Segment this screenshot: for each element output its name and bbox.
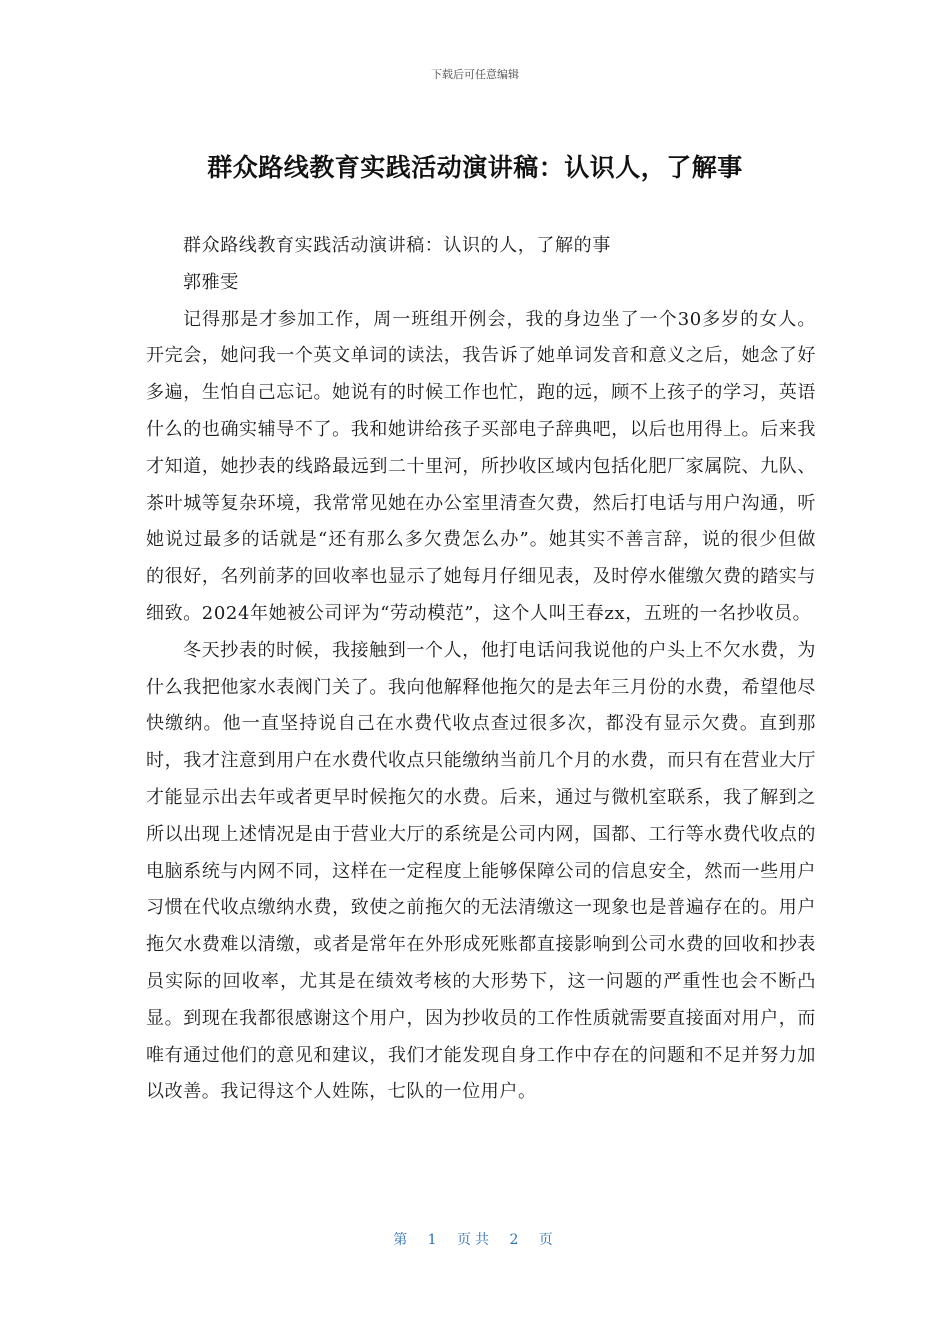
paragraph: 记得那是才参加工作，周一班组开例会，我的身边坐了一个30多岁的女人。开完会，她问我一个英文单词的读法，我告诉了她单词发音和意义之后，她念了好多遍，生怕自己忘记。她说有的时候工作也忙，跑的远，顾不上孩子的学习，英语什么的也确实辅导不了。我和她讲给孩子买部电子辞典吧，以后也用得上。后来我才知道，她抄表的线路最远到二十里河，所抄收区域内包括化肥厂家属院、九队、茶叶城等复杂环境，我常常见她在办公室里清查欠费，然后打电话与用户沟通，听她说过最多的话就是“还有那么多欠费怎么办”。她其实不善言辞，说的很少但做的很好，名列前茅的回收率也显示了她每月仔细见表，及时停水催缴欠费的踏实与细致。2024年她被公司评为“劳动模范”，这个人叫王春zx，五班的一名抄收员。 — [146, 308, 816, 624]
document-title: 群众路线教育实践活动演讲稿：认识人，了解事 — [207, 153, 743, 182]
page-number-footer: 第 1 页共 2 页 — [393, 1232, 557, 1248]
header-note: 下载后可任意编辑 — [431, 68, 519, 81]
document-author: 郭雅雯 — [183, 271, 239, 293]
document-body — [146, 228, 816, 1111]
document-subtitle: 群众路线教育实践活动演讲稿：认识的人，了解的事 — [183, 235, 611, 256]
paragraph: 冬天抄表的时候，我接触到一个人，他打电话问我说他的户头上不欠水费，为什么我把他家水表阀门关了。我向他解释他拖欠的是去年三月份的水费，希望他尽快缴纳。他一直坚持说自己在水费代收点查过很多次，都没有显示欠费。直到那时，我才注意到用户在水费代收点只能缴纳当前几个月的水费，而只有在营业大厅才能显示出去年或者更早时候拖欠的水费。后来，通过与微机室联系，我了解到之所以出现上述情况是由于营业大厅的系统是公司内网，国都、工行等水费代收点的电脑系统与内网不同，这样在一定程度上能够保障公司的信息安全，然而一些用户习惯在代收点缴纳水费，致使之前拖欠的无法清缴这一现象也是普遍存在的。用户拖欠水费难以清缴，或者是常年在外形成死账都直接影响到公司水费的回收和抄表员实际的回收率，尤其是在绩效考核的大形势下，这一问题的严重性也会不断凸显。到现在我都很感谢这个用户，因为抄收员的工作性质就需要直接面对用户，而唯有通过他们的意见和建议，我们才能发现自身工作中存在的问题和不足并努力加以改善。我记得这个人姓陈，七队的一位用户。 — [146, 639, 816, 1103]
